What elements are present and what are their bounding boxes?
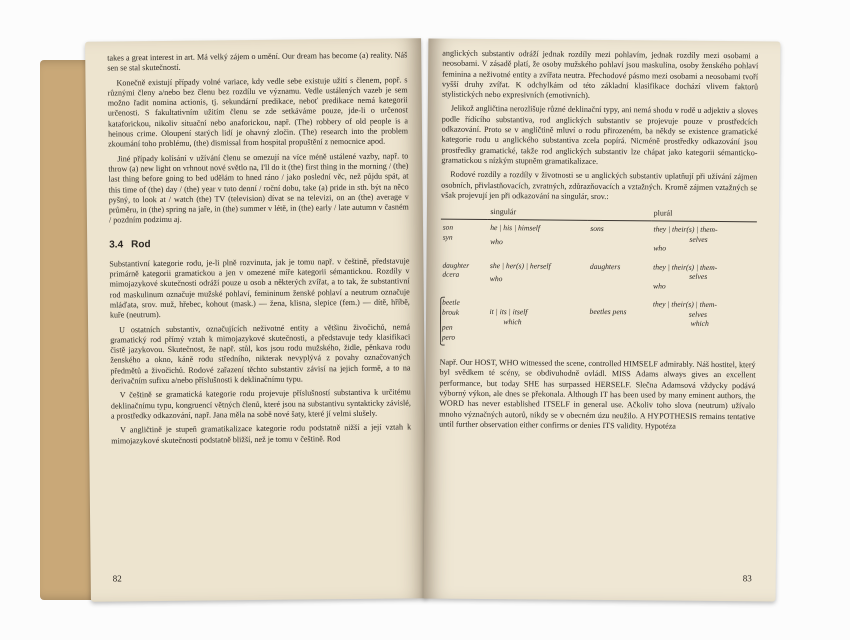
page-number: 83: [742, 573, 752, 584]
relative-pronoun: who: [652, 281, 666, 291]
paragraph: anglických substantiv odráží jednak rozdíly mezi pohlavím, jednak rozdíly mezi osobami a neosobami. V zásadě platí, že osoby mužského pohlaví jsou maskulina, osoby ženského pohlaví feminina a neživotné entity a zvířata neutra. Přechodové pásmo mezi osobami a neosobami tvoří vyšší druhy zvířat. K odchylkám od této základní klasifikace dochází vlivem faktorů stylistických nebo expresivních (emotivních).: [441, 48, 759, 101]
table-row: [440, 295, 756, 351]
pronoun-cell: selves: [689, 271, 708, 282]
noun-cs: brouk: [442, 307, 460, 317]
noun-plural: sons: [590, 224, 604, 234]
pronoun-cell: they | their(s) | them-: [652, 299, 717, 310]
gender-pronoun-table: [440, 205, 757, 351]
pronoun-cell: they | their(s) | them-: [653, 262, 718, 272]
relative-pronoun: who: [490, 236, 503, 246]
noun-en: beetle: [442, 297, 460, 307]
table-row: [441, 219, 757, 260]
noun-en: pen: [441, 322, 453, 332]
paragraph: V češtině se gramatická kategorie rodu projevuje příslušností substantiva k určitému deklinačnímu typu, kongruencí větných členů, které jsou na substantivu syntakticky závislé, a prostředky odkazování, např. Jana měla na sobě nové šaty, které jí velmi slušely.: [110, 387, 411, 421]
left-page: [85, 38, 427, 601]
pronoun-cell: selves: [688, 309, 707, 319]
noun-cs: dcera: [442, 269, 460, 279]
paragraph: Konečně existují případy volné variace, kdy vedle sebe existuje užití s členem, popř. s různými členy a/nebo bez členu bez rozdílu ve významu. Vedle ustálených vazeb je sem možno řadit nomina actionis, tj. sekundární predikace, neboť predikace nemá kategorii určenosti. S fakultativním užitím členu se zde setkáváme pouze, jde-li o určenost kataforickou, nikoliv situační nebo anaforickou, např. (The) robbery of old people is a heinous crime. Oloupení starých lidí je ohavný zločin. (The) research into the problem zkoumání toho problému, (the) dismissal from hospital propuštění z nemocnice apod.: [107, 74, 409, 149]
paragraph: Substantivní kategorie rodu, je-li plně rozvinuta, jak je tomu např. v češtině, představuje primárně kategorii gramatickou a jen v omezené míře kategorii sémantickou. Rozdíly v mimojazykové skutečnosti odráží pouze u osob a některých zvířat, a to tak, že substantivní rod maskulinum označuje mužské pohlaví, femininum ženské pohlaví a neutrum označuje mláďata, srov. muž, hřebec, kohout (mask.) — žena, klisna, slepice (fem.) — dítě, hříbě, kuře (neutrum).: [109, 256, 410, 320]
table-row: [440, 257, 756, 297]
page-number: 82: [112, 573, 122, 584]
relative-pronoun: who: [653, 243, 667, 253]
section-title: Rod: [131, 238, 151, 251]
relative-pronoun: which: [503, 316, 522, 326]
pronoun-cell: it | its | itself: [489, 307, 528, 317]
paragraph: Jelikož angličtina nerozlišuje různé deklinační typy, ani nemá shodu v rodě u adjektiv a sloves podle řídícího substantiva, rod anglických substantiv se projevuje pouze v prostředcích odkazování. Proto se v angličtině mluví o rodu přirozeném, ba někdy se existence gramatické kategorie rodu u anglického substantiva zcela popírá. Nicméně prostředky odkazování jsou prostředky gramatické, takže rod anglických substantiv lze chápat jako kategorii sémanticko-gramatickou s nízkým stupněm gramatikalizace.: [441, 104, 758, 166]
paragraph: Jiné případy kolísání v užívání členu se omezují na více méně ustálené vazby, např. to throw (a) new light on vrhnout nové světlo na, I'll do it (the) first thing in the morning / (the) last thing before going to bed udělám to hned ráno / jako poslední věc, než půjdu spát, at this time of (the) day / (the) year v tuto denní / roční dobu, take (a) pride in sth. být na něco pyšný, to look at / watch (the) TV (television) dívat se na televizi, on an (the) average v průměru, in (the) spring na jaře, in (the) summer v létě, in (the) early / late autumn v časném / pozdním podzimu aj.: [108, 151, 409, 225]
table-header-singular: singulár: [488, 205, 651, 221]
table-header-plural: plurál: [652, 207, 757, 222]
paragraph: Např. Our HOST, WHO witnessed the scene, controlled HIMSELF admirably. Náš hostitel, který byl svědkem té scény, se obdivuhodně ovládl. MISS Adams always gives an excellent performance, but today SHE has surpassed HERSELF. Slečna Adamsová vždycky podává výborný výkon, ale dnes se překonala. Although IT has been used by many eminent authors, the WORD has never established ITSELF in general use. Ačkoliv toho slova (neutrum) užívalo mnoho význačných autorů, nikdy se v obecném úzu neužilo. A HYPOTHESIS remains tentative until further observation either confirms or denies ITS validity. Hypotéza: [439, 357, 756, 431]
relative-pronoun: which: [690, 318, 709, 329]
paragraph: V angličtině je stupeň gramatikalizace kategorie rodu podstatně nižší a její vztah k mimojazykové skutečnosti podstatně bližší, než je tomu v češtině. Rod: [111, 422, 412, 446]
relative-pronoun: who: [489, 274, 503, 284]
noun-cs: syn: [442, 232, 453, 242]
paragraph: U ostatních substantiv, označujících neživotné entity a většinu živočichů, nemá gramatický rod přímý vztah k mimojazykové skutečnosti, a představuje tedy klasifikaci čistě jazykovou. Skutečnost, že např. stůl, kos jsou rodu mužského, židle, pěnkava rodu ženského a okno, káně rodu středního, nikterak nevyplývá z povahy označovaných předmětů a živočichů. Rodové zařazení těchto substantiv závisí na jejich formě, a to na derivačním sufixu a/nebo příslušnosti k deklinačnímu typu.: [110, 321, 411, 386]
noun-en: daughter: [442, 260, 470, 270]
noun-plural: beetles pens: [589, 307, 627, 317]
noun-en: son: [442, 222, 454, 232]
section-heading: [109, 236, 409, 250]
section-number: 3.4: [109, 239, 124, 251]
paragraph: takes a great interest in art. Má velký zájem o umění. Our dream has become (a) reality. Náš sen se stal skutečností.: [107, 50, 408, 73]
noun-plural: daughters: [589, 261, 621, 271]
noun-cs: pero: [441, 332, 456, 342]
pronoun-cell: she | her(s) | herself: [489, 260, 551, 271]
pronoun-cell: he | his | himself: [490, 223, 541, 233]
paragraph: Rodové rozdíly a rozdíly v životnosti se u anglických substantiv uplatňují při užívání zájmen osobních, přivlastňovacích, zvratných, zdůrazňovacích a vztažných. Kromě zájmen vztažných se však projevují jen při odkazování na singulár, srov.:: [441, 169, 758, 201]
right-page: [424, 38, 781, 601]
pronoun-cell: selves: [689, 234, 708, 244]
pronoun-cell: they | their(s) | them-: [653, 224, 718, 235]
